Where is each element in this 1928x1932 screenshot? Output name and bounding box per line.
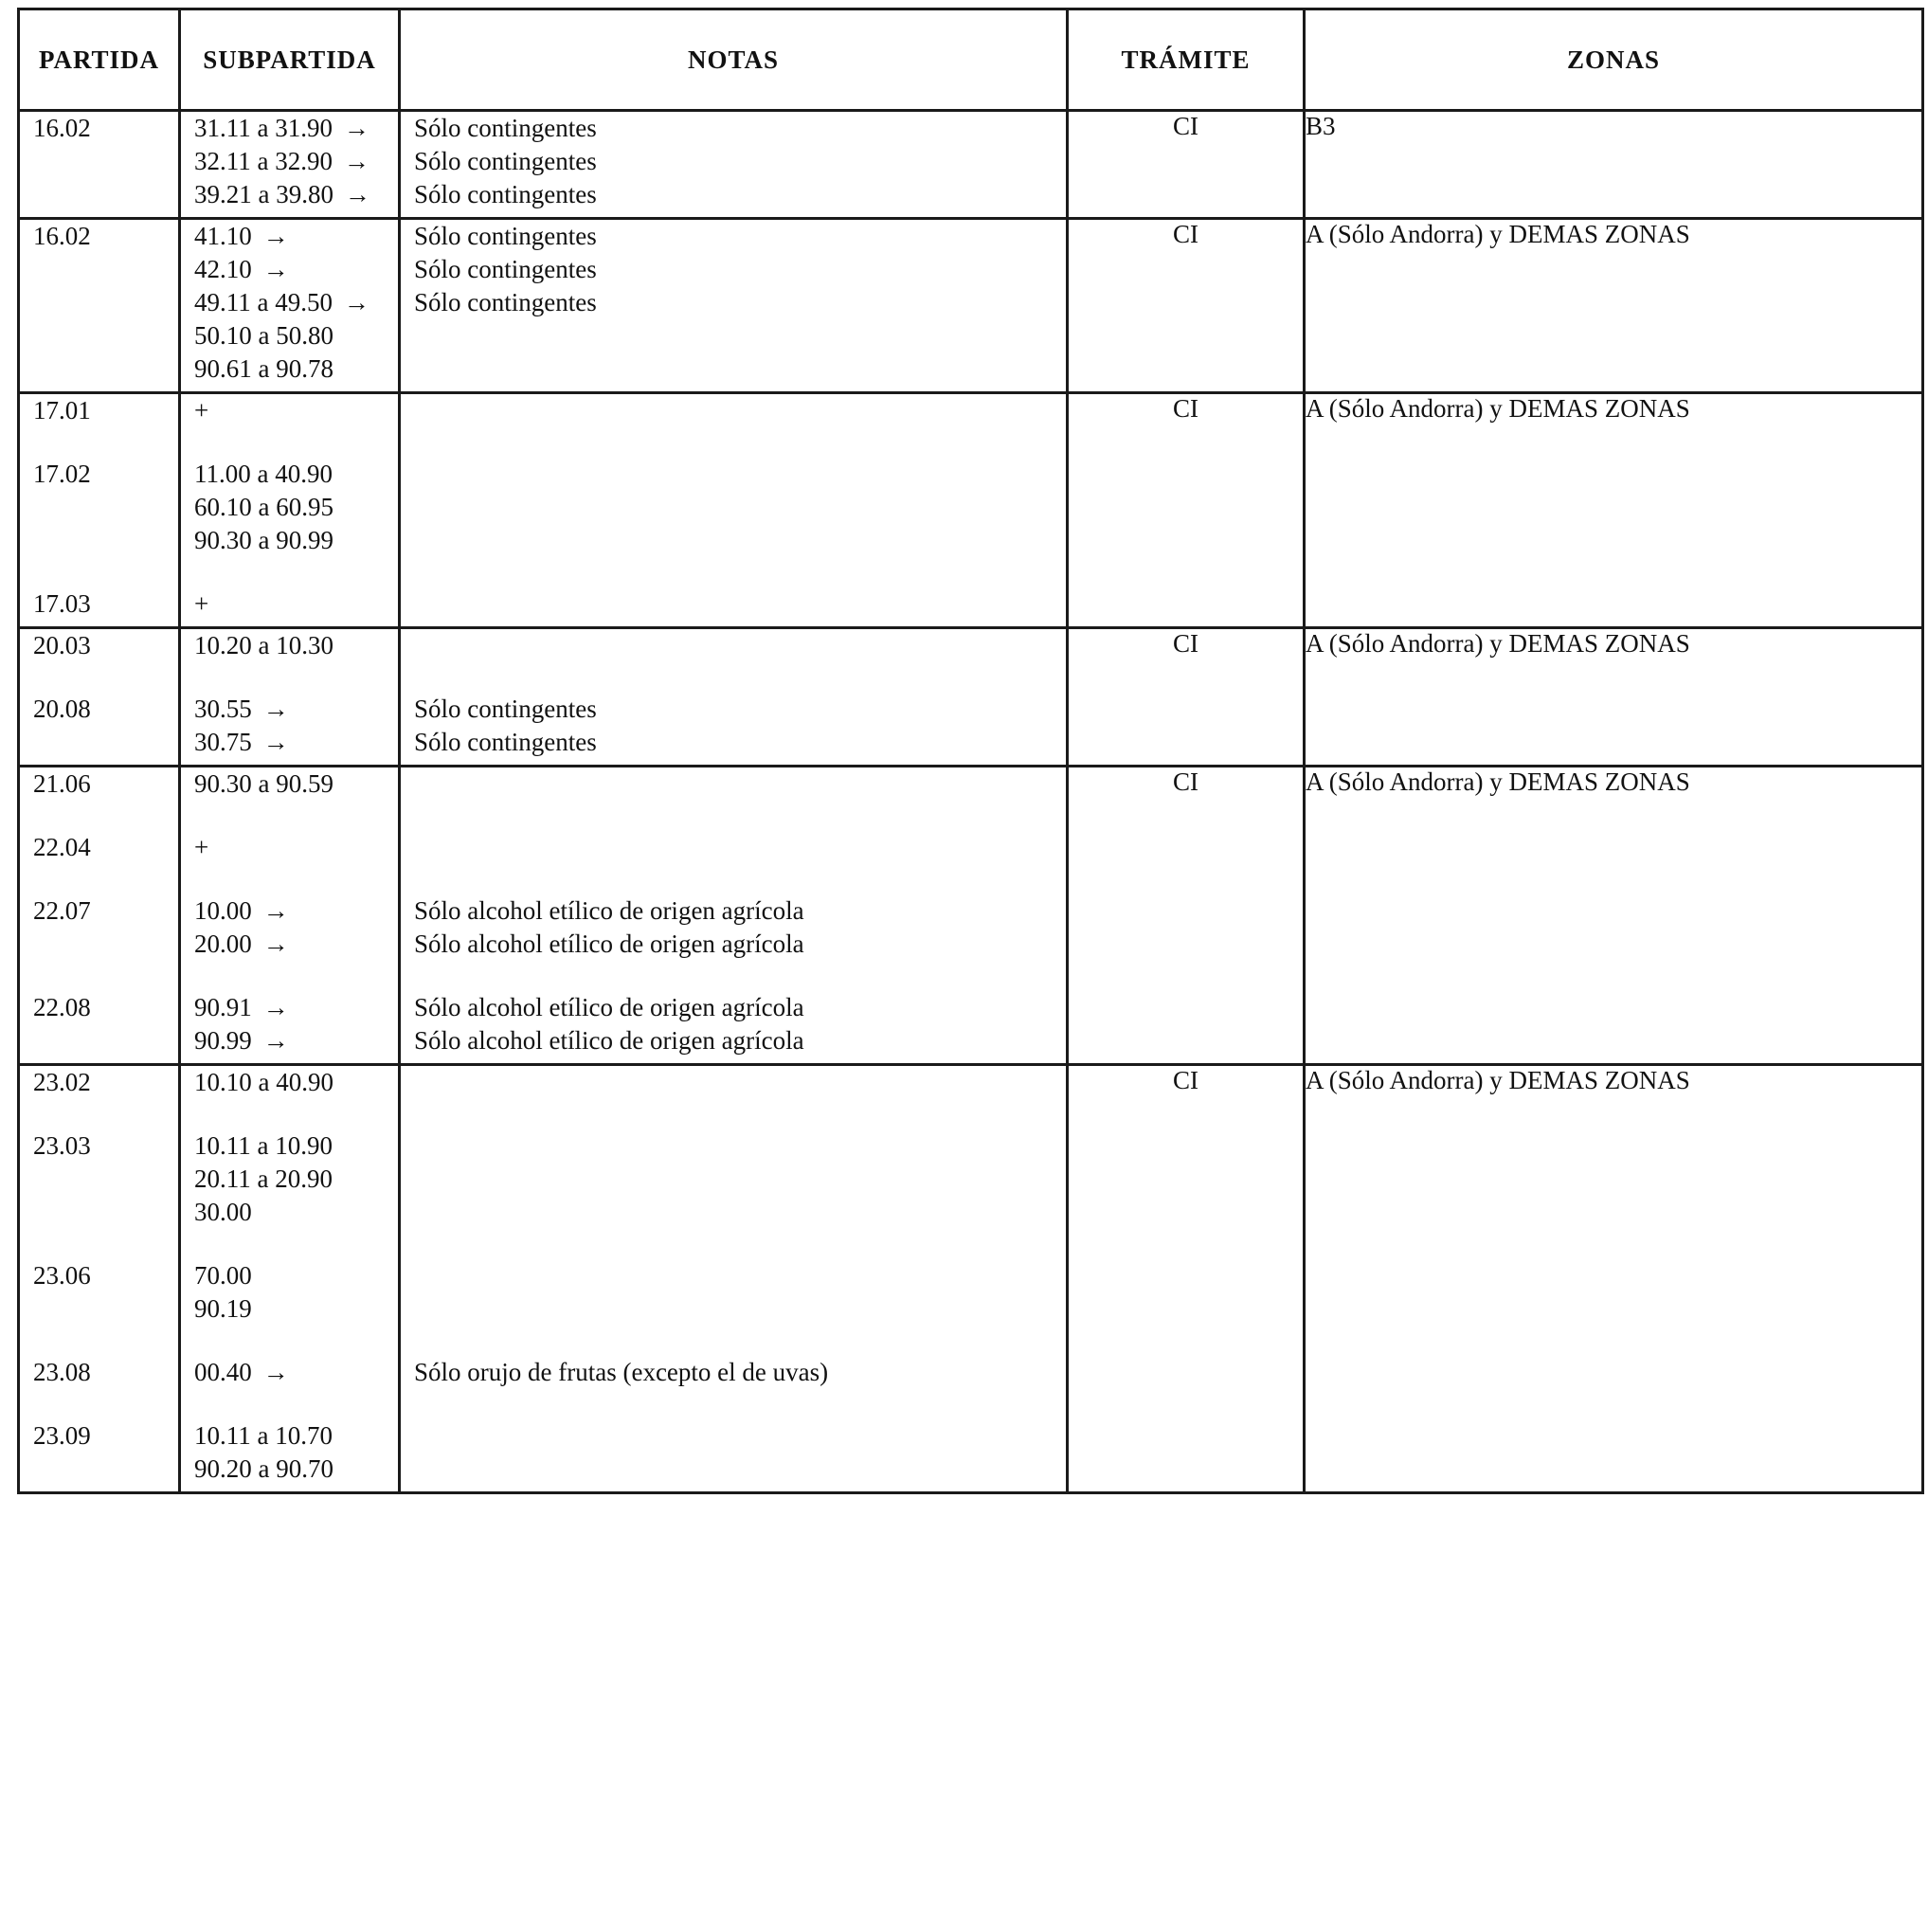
partida-code: 20.08 [33, 695, 91, 723]
nota-line: Sólo alcohol etílico de origen agrícola [414, 896, 804, 925]
subpartida-value: 90.20 a 90.70 [194, 1454, 333, 1483]
nota-line [401, 629, 1066, 662]
partida-spacer [20, 1163, 178, 1196]
subpartida-group [181, 1356, 398, 1389]
arrow-right-icon: → [343, 114, 369, 142]
subpartida-line [181, 253, 398, 286]
subpartida-line [181, 1024, 398, 1057]
subpartida-line [181, 1196, 398, 1229]
partida-spacer [20, 726, 178, 759]
partida-cell [19, 219, 180, 393]
nota-line [401, 352, 1066, 386]
subpartida-line [181, 220, 398, 253]
partida-code: 23.08 [33, 1358, 91, 1386]
subpartida-value: 30.55 [194, 695, 252, 723]
nota-line [401, 1196, 1066, 1229]
tariff-table [17, 8, 1924, 1494]
arrow-right-icon: → [262, 222, 289, 250]
partida-spacer [20, 1196, 178, 1229]
subpartida-line [181, 587, 398, 621]
arrow-right-icon: → [262, 896, 289, 925]
subpartida-group [181, 1419, 398, 1486]
arrow-right-icon: → [343, 288, 369, 316]
subpartida-line [181, 112, 398, 145]
nota-line: Sólo contingentes [414, 255, 597, 283]
tramite-cell: CI [1068, 393, 1305, 628]
subpartida-value: 49.11 a 49.50 [194, 288, 333, 316]
partida-cell [19, 628, 180, 767]
notas-group [401, 1259, 1066, 1326]
notas-group [401, 458, 1066, 557]
subpartida-value: 10.10 a 40.90 [194, 1068, 333, 1096]
subpartida-group [181, 394, 398, 427]
partida-code: 23.09 [33, 1421, 91, 1450]
partida-spacer [20, 524, 178, 557]
table-row [19, 767, 1923, 1065]
subpartida-value: 11.00 a 40.90 [194, 460, 333, 488]
notas-group [401, 693, 1066, 759]
nota-line [401, 587, 1066, 621]
header-notas: NOTAS [400, 9, 1068, 111]
notas-group [401, 1419, 1066, 1486]
subpartida-group [181, 1129, 398, 1229]
notas-group [401, 991, 1066, 1057]
subpartida-group [181, 587, 398, 621]
partida-code: 16.02 [33, 222, 91, 250]
partida-spacer [20, 319, 178, 352]
subpartida-value: 32.11 a 32.90 [194, 147, 333, 175]
subpartida-line [181, 491, 398, 524]
subpartida-value: 10.11 a 10.90 [194, 1131, 333, 1160]
partida-group [20, 693, 178, 759]
subpartida-value: + [194, 396, 209, 424]
notas-group [401, 394, 1066, 427]
subpartida-value: 70.00 [194, 1261, 252, 1290]
subpartida-value: 90.61 a 90.78 [194, 354, 333, 383]
notas-group [401, 1356, 1066, 1389]
partida-code: 17.02 [33, 460, 91, 488]
subpartida-cell [180, 628, 400, 767]
subpartida-value: 42.10 [194, 255, 252, 283]
partida-spacer [20, 253, 178, 286]
partida-code: 23.02 [33, 1068, 91, 1096]
partida-code: 22.04 [33, 833, 91, 861]
notas-cell [400, 219, 1068, 393]
subpartida-value: 00.40 [194, 1358, 252, 1386]
subpartida-line [181, 928, 398, 961]
partida-code: 17.01 [33, 396, 91, 424]
subpartida-line [181, 831, 398, 864]
nota-line: Sólo alcohol etílico de origen agrícola [414, 1026, 804, 1055]
zonas-cell: A (Sólo Andorra) y DEMAS ZONAS [1305, 1065, 1923, 1493]
partida-spacer [20, 1453, 178, 1486]
partida-group [20, 1259, 178, 1326]
partida-code: 21.06 [33, 769, 91, 798]
subpartida-value: 90.30 a 90.59 [194, 769, 333, 798]
subpartida-line [181, 1259, 398, 1292]
partida-cell [19, 767, 180, 1065]
notas-group [401, 767, 1066, 801]
zonas-cell: B3 [1305, 111, 1923, 219]
partida-spacer [20, 1024, 178, 1057]
partida-spacer [20, 352, 178, 386]
subpartida-line [181, 1453, 398, 1486]
partida-spacer [20, 178, 178, 211]
partida-cell [19, 111, 180, 219]
subpartida-value: 41.10 [194, 222, 252, 250]
partida-group [20, 1066, 178, 1099]
partida-spacer [20, 145, 178, 178]
table-body [19, 111, 1923, 1493]
subpartida-value: 90.30 a 90.99 [194, 526, 333, 554]
subpartida-group [181, 629, 398, 662]
subpartida-line [181, 1419, 398, 1453]
nota-line: Sólo alcohol etílico de origen agrícola [414, 993, 804, 1021]
partida-group [20, 629, 178, 662]
subpartida-group [181, 831, 398, 864]
partida-cell [19, 1065, 180, 1493]
notas-group [401, 831, 1066, 864]
notas-group [401, 112, 1066, 211]
subpartida-value: 50.10 a 50.80 [194, 321, 333, 350]
partida-cell [19, 393, 180, 628]
arrow-right-icon: → [262, 728, 289, 756]
subpartida-line [181, 693, 398, 726]
nota-line [401, 319, 1066, 352]
notas-group [401, 629, 1066, 662]
nota-line [401, 1292, 1066, 1326]
notas-cell [400, 393, 1068, 628]
subpartida-cell [180, 393, 400, 628]
zonas-cell: A (Sólo Andorra) y DEMAS ZONAS [1305, 628, 1923, 767]
nota-line [401, 1453, 1066, 1486]
subpartida-value: 10.11 a 10.70 [194, 1421, 333, 1450]
arrow-right-icon: → [344, 180, 370, 208]
partida-group [20, 894, 178, 961]
partida-group [20, 1356, 178, 1389]
subpartida-line [181, 767, 398, 801]
notas-cell [400, 111, 1068, 219]
partida-group [20, 1419, 178, 1486]
tramite-cell: CI [1068, 111, 1305, 219]
subpartida-value: 90.19 [194, 1294, 252, 1323]
subpartida-value: 90.91 [194, 993, 252, 1021]
nota-line [401, 1129, 1066, 1163]
partida-spacer [20, 491, 178, 524]
subpartida-group [181, 894, 398, 961]
zonas-cell: A (Sólo Andorra) y DEMAS ZONAS [1305, 219, 1923, 393]
partida-group [20, 587, 178, 621]
partida-code: 20.03 [33, 631, 91, 659]
subpartida-line [181, 726, 398, 759]
subpartida-cell [180, 111, 400, 219]
partida-code: 22.08 [33, 993, 91, 1021]
tramite-cell: CI [1068, 219, 1305, 393]
nota-line [401, 1163, 1066, 1196]
subpartida-cell [180, 1065, 400, 1493]
subpartida-line [181, 1066, 398, 1099]
subpartida-value: 10.20 a 10.30 [194, 631, 333, 659]
partida-group [20, 112, 178, 211]
notas-cell [400, 628, 1068, 767]
subpartida-line [181, 1292, 398, 1326]
notas-group [401, 894, 1066, 961]
table-row [19, 393, 1923, 628]
subpartida-value: 30.00 [194, 1198, 252, 1226]
subpartida-group [181, 1259, 398, 1326]
subpartida-value: 10.00 [194, 896, 252, 925]
subpartida-line [181, 991, 398, 1024]
arrow-right-icon: → [262, 1026, 289, 1055]
header-tramite: TRÁMITE [1068, 9, 1305, 111]
header-subpartida: SUBPARTIDA [180, 9, 400, 111]
notas-group [401, 587, 1066, 621]
nota-line: Sólo contingentes [414, 147, 597, 175]
subpartida-value: + [194, 833, 209, 861]
nota-line [401, 394, 1066, 427]
subpartida-group [181, 991, 398, 1057]
arrow-right-icon: → [262, 930, 289, 958]
subpartida-line [181, 524, 398, 557]
partida-spacer [20, 928, 178, 961]
nota-line: Sólo alcohol etílico de origen agrícola [414, 930, 804, 958]
table-row [19, 111, 1923, 219]
subpartida-line [181, 894, 398, 928]
subpartida-group [181, 112, 398, 211]
subpartida-group [181, 1066, 398, 1099]
zonas-cell: A (Sólo Andorra) y DEMAS ZONAS [1305, 767, 1923, 1065]
notas-cell [400, 1065, 1068, 1493]
nota-line: Sólo contingentes [414, 695, 597, 723]
subpartida-group [181, 693, 398, 759]
arrow-right-icon: → [343, 147, 369, 175]
notas-group [401, 1129, 1066, 1229]
tramite-cell: CI [1068, 628, 1305, 767]
arrow-right-icon: → [262, 695, 289, 723]
subpartida-value: 39.21 a 39.80 [194, 180, 333, 208]
nota-line: Sólo contingentes [414, 180, 597, 208]
subpartida-value: 30.75 [194, 728, 252, 756]
subpartida-value: 60.10 a 60.95 [194, 493, 333, 521]
nota-line [401, 1066, 1066, 1099]
partida-spacer [20, 1292, 178, 1326]
nota-line: Sólo contingentes [414, 114, 597, 142]
nota-line: Sólo contingentes [414, 288, 597, 316]
notas-group [401, 1066, 1066, 1099]
arrow-right-icon: → [262, 255, 289, 283]
nota-line: Sólo orujo de frutas (excepto el de uvas) [414, 1358, 829, 1386]
table-row [19, 219, 1923, 393]
nota-line: Sólo contingentes [414, 222, 597, 250]
nota-line [401, 767, 1066, 801]
header-zonas: ZONAS [1305, 9, 1923, 111]
nota-line: Sólo contingentes [414, 728, 597, 756]
subpartida-group [181, 458, 398, 557]
subpartida-line [181, 394, 398, 427]
partida-group [20, 991, 178, 1057]
nota-line [401, 831, 1066, 864]
subpartida-cell [180, 767, 400, 1065]
table-row [19, 1065, 1923, 1493]
partida-spacer [20, 286, 178, 319]
subpartida-line [181, 352, 398, 386]
tramite-cell: CI [1068, 767, 1305, 1065]
subpartida-line [181, 286, 398, 319]
table-row [19, 628, 1923, 767]
subpartida-value: 20.00 [194, 930, 252, 958]
header-row [19, 9, 1923, 111]
subpartida-line [181, 1356, 398, 1389]
subpartida-line [181, 1129, 398, 1163]
subpartida-value: + [194, 589, 209, 618]
arrow-right-icon: → [262, 993, 289, 1021]
partida-group [20, 1129, 178, 1229]
partida-code: 17.03 [33, 589, 91, 618]
subpartida-value: 20.11 a 20.90 [194, 1165, 333, 1193]
tramite-cell: CI [1068, 1065, 1305, 1493]
nota-line [401, 491, 1066, 524]
header-partida: PARTIDA [19, 9, 180, 111]
notas-group [401, 220, 1066, 386]
partida-group [20, 458, 178, 557]
partida-group [20, 831, 178, 864]
subpartida-line [181, 319, 398, 352]
subpartida-line [181, 145, 398, 178]
subpartida-group [181, 220, 398, 386]
partida-code: 22.07 [33, 896, 91, 925]
nota-line [401, 1419, 1066, 1453]
subpartida-value: 31.11 a 31.90 [194, 114, 333, 142]
partida-code: 16.02 [33, 114, 91, 142]
nota-line [401, 1259, 1066, 1292]
arrow-right-icon: → [262, 1358, 289, 1386]
partida-group [20, 767, 178, 801]
nota-line [401, 524, 1066, 557]
subpartida-line [181, 629, 398, 662]
subpartida-line [181, 1163, 398, 1196]
subpartida-group [181, 767, 398, 801]
zonas-cell: A (Sólo Andorra) y DEMAS ZONAS [1305, 393, 1923, 628]
partida-code: 23.03 [33, 1131, 91, 1160]
partida-group [20, 220, 178, 386]
subpartida-line [181, 178, 398, 211]
nota-line [401, 458, 1066, 491]
notas-cell [400, 767, 1068, 1065]
partida-code: 23.06 [33, 1261, 91, 1290]
subpartida-value: 90.99 [194, 1026, 252, 1055]
partida-group [20, 394, 178, 427]
subpartida-cell [180, 219, 400, 393]
subpartida-line [181, 458, 398, 491]
